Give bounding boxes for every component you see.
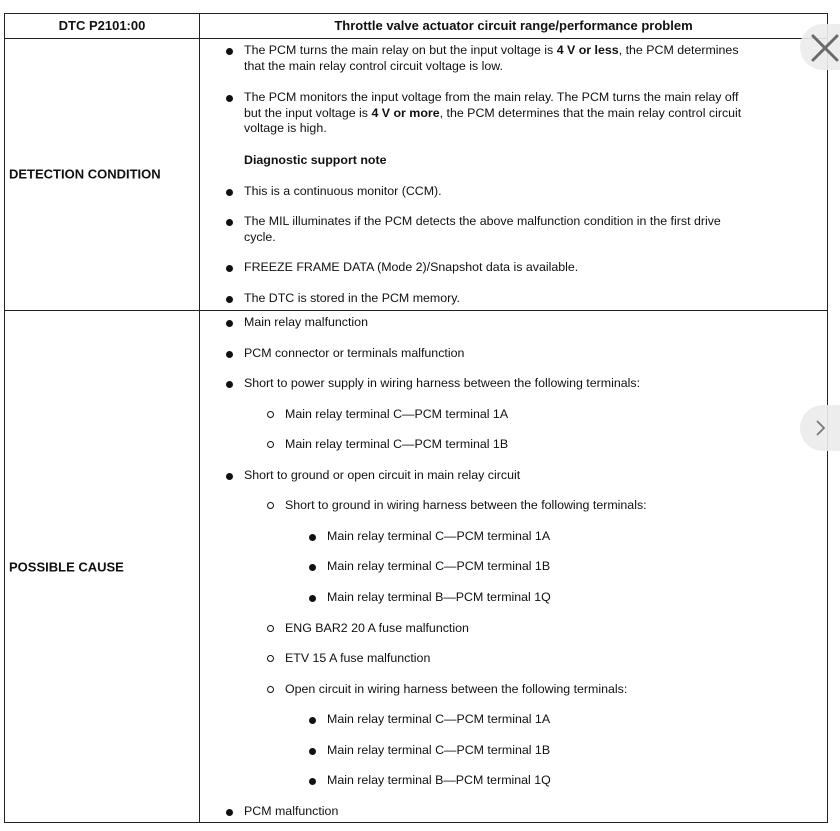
chevron-right-icon — [815, 419, 827, 437]
bullet-icon — [226, 95, 233, 102]
circle-bullet-icon — [267, 655, 274, 662]
possible-cause-content: Main relay malfunction PCM connector or terminals malfunction Short to power supply in wiring harness between the following terminals: Main relay terminal C—PCM terminal 1A Main relay terminal C—PCM terminal 1B Short to ground or open circuit in main relay circuit Short to ground in wiring harness between the following terminals: Main relay terminal C—PCM terminal 1A Main relay terminal C—PCM terminal 1B Main relay terminal B—PCM terminal 1Q ENG BAR2 20 A fuse malfunction ETV 15 A fuse malfunction Open circuit in wiring harness between the following terminals: Main relay terminal C—PCM terminal 1A Main relay terminal C—PCM terminal 1B Main relay terminal B—PCM terminal 1Q PCM malfunction — [200, 311, 827, 822]
detection-condition-row — [5, 38, 827, 311]
possible-cause-row — [5, 311, 827, 822]
circle-bullet-icon — [267, 686, 274, 693]
bullet-icon — [309, 534, 316, 541]
bullet-icon — [226, 296, 233, 303]
possible-cause-label: POSSIBLE CAUSE — [5, 311, 200, 822]
bullet-icon — [226, 351, 233, 358]
bullet-icon — [309, 748, 316, 755]
dtc-table — [4, 13, 828, 823]
dtc-title: Throttle valve actuator circuit range/performance problem — [334, 18, 693, 33]
circle-bullet-icon — [267, 441, 274, 448]
bullet-icon — [226, 189, 233, 196]
dtc-code: DTC P2101:00 — [5, 14, 200, 38]
bullet-icon — [226, 219, 233, 226]
circle-bullet-icon — [267, 502, 274, 509]
bullet-icon — [226, 48, 233, 55]
circle-bullet-icon — [267, 411, 274, 418]
detection-condition-label: DETECTION CONDITION — [5, 38, 200, 310]
diagnostic-support-note-heading: Diagnostic support note — [244, 153, 387, 167]
bullet-icon — [309, 778, 316, 785]
bullet-icon — [226, 320, 233, 327]
bullet-icon — [309, 564, 316, 571]
close-button[interactable] — [800, 24, 840, 70]
table-header — [5, 14, 827, 39]
bullet-icon — [309, 595, 316, 602]
next-button[interactable] — [800, 405, 840, 451]
circle-bullet-icon — [267, 625, 274, 632]
close-icon — [810, 33, 840, 63]
bullet-icon — [226, 381, 233, 388]
bullet-icon — [226, 809, 233, 816]
bullet-icon — [226, 265, 233, 272]
bullet-icon — [226, 473, 233, 480]
bullet-icon — [309, 717, 316, 724]
detection-condition-content: The PCM turns the main relay on but the input voltage is 4 V or less, the PCM determines that the main relay control circuit voltage is low. The PCM monitors the input voltage from the main relay. The PCM turns the main relay off but the input voltage is 4 V or more, the PCM determines that the main relay control circuit voltage is high. Diagnostic support note This is a continuous monitor (CCM). The MIL illuminates if the PCM detects the above malfunction condition in the first drive cycle. FREEZE FRAME DATA (Mode 2)/Snapshot data is available. The DTC is stored in the PCM memory. — [200, 38, 827, 310]
